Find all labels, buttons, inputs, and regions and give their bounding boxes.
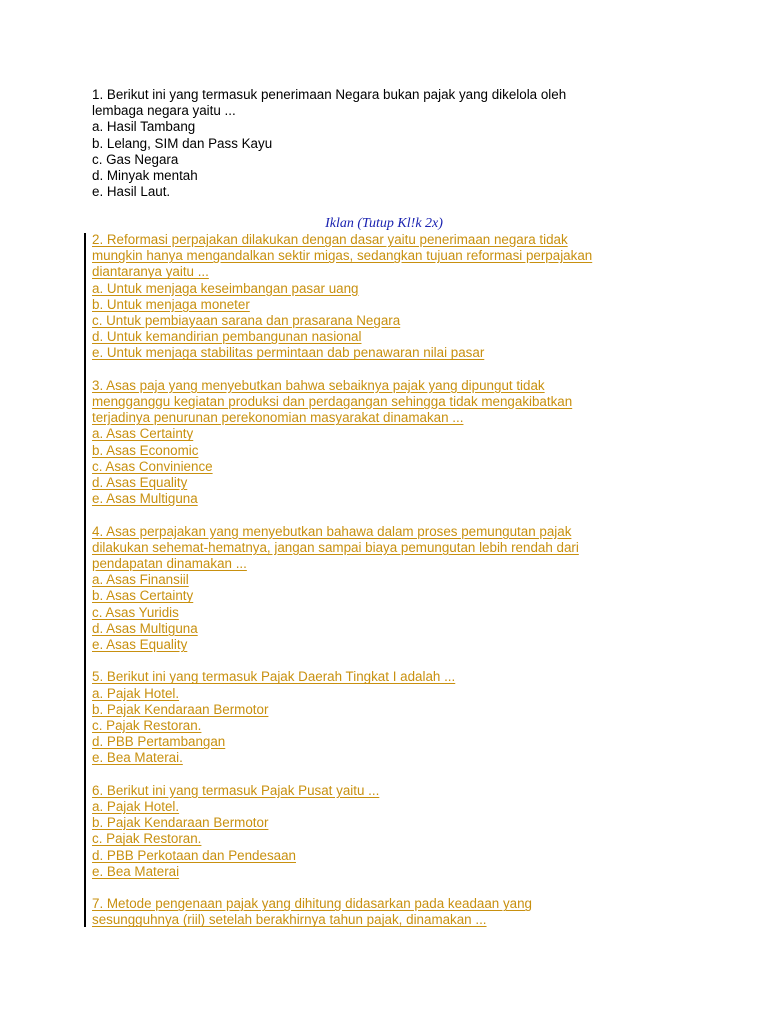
answer-option-link[interactable]: a. Asas Finansiil: [92, 572, 189, 588]
answer-option-link[interactable]: d. PBB Pertambangan: [92, 734, 226, 750]
answer-option: a. Hasil Tambang: [92, 119, 196, 135]
question-text-link[interactable]: dilakukan sehemat-hematnya, jangan sampai biaya pemungutan lebih rendah dari: [92, 539, 579, 555]
answer-option-link[interactable]: b. Untuk menjaga moneter: [92, 296, 250, 312]
answer-option-link[interactable]: e. Asas Multiguna: [92, 491, 198, 507]
answer-option-link[interactable]: e. Asas Equality: [92, 637, 188, 653]
answer-option-link[interactable]: b. Asas Economic: [92, 442, 199, 458]
question-text-link[interactable]: mungkin hanya mengandalkan sektir migas, sedangkan tujuan reformasi perpajakan: [92, 248, 593, 264]
ad-linked-content[interactable]: [92, 232, 742, 945]
question-3[interactable]: [92, 378, 742, 508]
answer-option-link[interactable]: a. Pajak Hotel.: [92, 685, 180, 701]
question-text: 1. Berikut ini yang termasuk penerimaan Negara bukan pajak yang dikelola oleh: [92, 87, 567, 102]
question-text-link[interactable]: pendapatan dinamakan ...: [92, 556, 247, 572]
answer-option: d. Minyak mentah: [92, 168, 198, 184]
answer-option-link[interactable]: c. Asas Yuridis: [92, 604, 179, 620]
answer-option-link[interactable]: a. Asas Certainty: [92, 426, 194, 442]
answer-option: b. Lelang, SIM dan Pass Kayu: [92, 135, 273, 151]
answer-option-link[interactable]: d. Asas Multiguna: [92, 620, 198, 636]
question-text-link[interactable]: 4. Asas perpajakan yang menyebutkan bahawa dalam proses pemungutan pajak: [92, 523, 572, 539]
answer-option-link[interactable]: c. Pajak Restoran.: [92, 831, 202, 847]
question-text-link[interactable]: terjadinya penurunan perekonomian masyarakat dinamakan ...: [92, 410, 464, 426]
answer-option-link[interactable]: d. Untuk kemandirian pembangunan nasional: [92, 329, 362, 345]
question-5[interactable]: [92, 669, 742, 766]
ad-label[interactable]: Iklan (Tutup Kl!k 2x): [325, 216, 443, 231]
answer-option-link[interactable]: d. PBB Perkotaan dan Pendesaan: [92, 847, 296, 863]
question-7[interactable]: [92, 896, 742, 928]
answer-option-link[interactable]: b. Asas Certainty: [92, 588, 194, 604]
question-text-link[interactable]: 3. Asas paja yang menyebutkan bahwa sebaiknya pajak yang dipungut tidak: [92, 377, 545, 393]
question-text-link[interactable]: 6. Berikut ini yang termasuk Pajak Pusat yaitu ...: [92, 782, 380, 798]
question-2[interactable]: [92, 232, 742, 362]
question-text: lembaga negara yaitu ...: [92, 103, 236, 119]
question-text-link[interactable]: sesungguhnya (riil) setelah berakhirnya tahun pajak, dinamakan ...: [92, 912, 487, 928]
question-6[interactable]: [92, 783, 742, 880]
question-text-link[interactable]: 2. Reformasi perpajakan dilakukan dengan dasar yaitu penerimaan negara tidak: [92, 232, 568, 247]
answer-option-link[interactable]: d. Asas Equality: [92, 475, 188, 491]
question-text-link[interactable]: diantaranya yaitu ...: [92, 264, 209, 280]
answer-option-link[interactable]: b. Pajak Kendaraan Bermotor: [92, 815, 269, 831]
ad-border: [84, 233, 86, 927]
answer-option: e. Hasil Laut.: [92, 184, 171, 200]
answer-option-link[interactable]: e. Bea Materai: [92, 863, 180, 879]
question-text-link[interactable]: 5. Berikut ini yang termasuk Pajak Daerah Tingkat I adalah ...: [92, 669, 456, 685]
answer-option: c. Gas Negara: [92, 151, 179, 167]
answer-option-link[interactable]: c. Asas Convinience: [92, 458, 213, 474]
question-4[interactable]: [92, 524, 742, 654]
answer-option-link[interactable]: e. Bea Materai.: [92, 750, 183, 766]
answer-option-link[interactable]: b. Pajak Kendaraan Bermotor: [92, 701, 269, 717]
answer-option-link[interactable]: c. Untuk pembiayaan sarana dan prasarana Negara: [92, 313, 401, 329]
question-text-link[interactable]: mengganggu kegiatan produksi dan perdagangan sehingga tidak mengakibatkan: [92, 394, 573, 410]
answer-option-link[interactable]: e. Untuk menjaga stabilitas permintaan dab penawaran nilai pasar: [92, 345, 485, 361]
question-text-link[interactable]: 7. Metode pengenaan pajak yang dihitung didasarkan pada keadaan yang: [92, 896, 533, 912]
answer-option-link[interactable]: a. Untuk menjaga keseimbangan pasar uang: [92, 280, 359, 296]
question-1: [92, 87, 732, 200]
answer-option-link[interactable]: a. Pajak Hotel.: [92, 799, 180, 815]
answer-option-link[interactable]: c. Pajak Restoran.: [92, 718, 202, 734]
